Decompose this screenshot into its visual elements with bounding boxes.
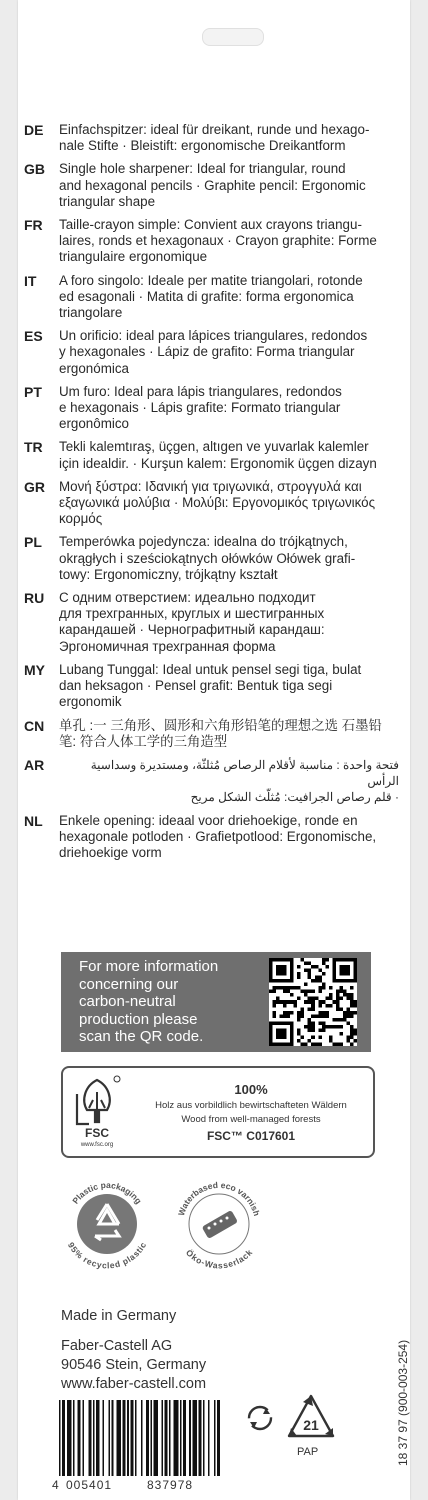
language-text: Taille-crayon simple: Convient aux crayons triangu- laires, ronds et hexagonaux · Crayon graphite: Forme triangulaire ergonomique: [59, 217, 377, 265]
language-row-fr: [24, 217, 400, 266]
language-descriptions: [24, 122, 400, 868]
language-text: Tekli kalemtıraş, üçgen, altıgen ve yuvarlak kalemler için idealdir. · Kurşun kalem: Ergonomik üçgen dizayn: [59, 439, 377, 471]
pap-label: PAP: [297, 1446, 319, 1458]
fsc-line-en: Wood from well-managed forests: [181, 1114, 321, 1125]
language-text: Einfachspitzer: ideal für dreikant, runde und hexago- nale Stifte · Bleistift: ergonomische Dreikantform: [59, 122, 370, 154]
address-city: 90546 Stein, Germany: [61, 1357, 207, 1373]
language-code: RU: [24, 590, 45, 607]
language-code: GR: [24, 478, 45, 495]
language-text: Μονή ξύστρα: Ιδανική για τριγωνικά, στρογγυλά και εξαγωνικά μολύβια · Μολύβι: Εργονομικός τριγωνικός κορμός: [59, 478, 376, 527]
varnish-bottom-label: Öko-Wasserlack: [183, 1247, 255, 1271]
recycling-number: 21: [303, 1417, 319, 1433]
language-row-gb: [24, 161, 400, 210]
language-text: Lubang Tunggal: Ideal untuk pensel segi tiga, bulat dan heksagon · Pensel grafit: Bentuk tiga segi ergonomik: [59, 661, 362, 710]
plastic-top-label: Plastic packaging: [70, 1179, 144, 1206]
language-row-es: [24, 328, 400, 377]
qr-code-icon[interactable]: [269, 958, 357, 1046]
made-in: Made in Germany: [61, 1308, 177, 1324]
language-row-ru: [24, 590, 400, 655]
hang-hole: [202, 28, 264, 46]
fsc-license-code: FSC™ C017601: [206, 1129, 296, 1143]
fsc-tree-logo-icon: [69, 1074, 125, 1148]
language-row-gr: [24, 479, 400, 528]
language-row-pl: [24, 534, 400, 583]
barcode-first-digit: 4: [52, 1478, 60, 1492]
plastic-bottom-label: 95% recycled plastic: [65, 1240, 149, 1271]
language-text: 单孔 :一 三角形、圆形和六角形铅笔的理想之选 石墨铅 笔: 符合人体工学的三角造型: [59, 717, 382, 749]
language-code: AR: [24, 756, 45, 773]
barcode-icon: [55, 1400, 223, 1480]
fsc-percent: 100%: [234, 1082, 268, 1097]
address-company: Faber-Castell AG: [61, 1338, 173, 1354]
language-text: Temperówka pojedyncza: idealna do trójkątnych, okrągłych i sześciokątnych ołówków Ołówek grafi- towy: Ergonomiczny, trójkątny kształt: [59, 534, 356, 582]
language-code: TR: [24, 439, 43, 456]
barcode-right-digits: 837978: [147, 1478, 194, 1492]
language-code: FR: [24, 217, 43, 234]
language-row-it: [24, 273, 400, 322]
language-code: PT: [24, 383, 42, 400]
language-row-tr: [24, 439, 400, 471]
varnish-top-label: Waterbased eco varnish: [176, 1179, 262, 1218]
language-code: PL: [24, 534, 42, 551]
address-website[interactable]: www.faber-castell.com: [61, 1376, 207, 1392]
language-text: Um furo: Ideal para lápis triangulares, redondos e hexagonais · Lápis grafite: Formato triangular ergonômico: [59, 383, 342, 432]
language-text: Enkele opening: ideaal voor driehoekige, ronde en hexagonale potloden · Grafietpotlood: Ergonomische, driehoekige vorm: [59, 812, 377, 860]
language-row-nl: [24, 813, 400, 862]
company-address: [61, 1337, 206, 1394]
recycled-plastic-badge: [57, 1174, 157, 1274]
barcode-left-digits: 005401: [66, 1478, 113, 1492]
fsc-line-de: Holz aus vorbildlich bewirtschafteten Wäldern: [155, 1100, 347, 1111]
language-row-pt: [24, 384, 400, 433]
fsc-logo-text: FSC: [85, 1126, 109, 1140]
carbon-neutral-info-box: [61, 952, 371, 1052]
language-code: DE: [24, 122, 44, 138]
language-code: CN: [24, 717, 45, 734]
fsc-website: www.fsc.org: [80, 1142, 114, 1148]
language-text: Single hole sharpener: Ideal for triangular, round and hexagonal pencils · Graphite pencil: Ergonomic triangular shape: [59, 161, 366, 209]
fsc-certification-box: [61, 1066, 375, 1158]
language-code: ES: [24, 328, 43, 345]
language-row-my: [24, 662, 400, 711]
language-row-cn: [24, 718, 400, 750]
recyclable-loop-icon: [246, 1404, 274, 1432]
language-text: Un orificio: ideal para lápices triangulares, redondos y hexagonales · Lápiz de grafito: Forma triangular ergonómica: [59, 328, 368, 376]
language-row-de: [24, 122, 400, 154]
language-text: فتحة واحدة : مناسبة لأقلام الرصاص مُثلثّة، ومستديرة وسداسية الرأس · قلم رصاص الجرافيت: مُثلّث الشكل مريح: [90, 757, 399, 805]
language-text: A foro singolo: Ideale per matite triangolari, rotonde ed esagonali · Matita di grafite: forma ergonomica triangolare: [59, 272, 363, 321]
language-code: NL: [24, 812, 43, 829]
language-code: MY: [24, 661, 45, 678]
language-code: GB: [24, 161, 45, 178]
pap-recycling-triangle-icon: [283, 1392, 339, 1444]
language-text: С одним отверстием: идеально подходит для трехгранных, круглых и шестигранных карандашей · Чернографитный карандаш: Эргономичная трехгранная форма: [59, 590, 325, 654]
fsc-claim: [137, 1082, 365, 1143]
language-code: IT: [24, 272, 37, 289]
article-code: 18 37 97 (900-003-254): [396, 1339, 410, 1466]
language-row-ar: [24, 757, 400, 806]
eco-varnish-badge: [169, 1174, 269, 1274]
info-text: For more information concerning our carbon-neutral production please scan the QR code.: [79, 958, 219, 1046]
